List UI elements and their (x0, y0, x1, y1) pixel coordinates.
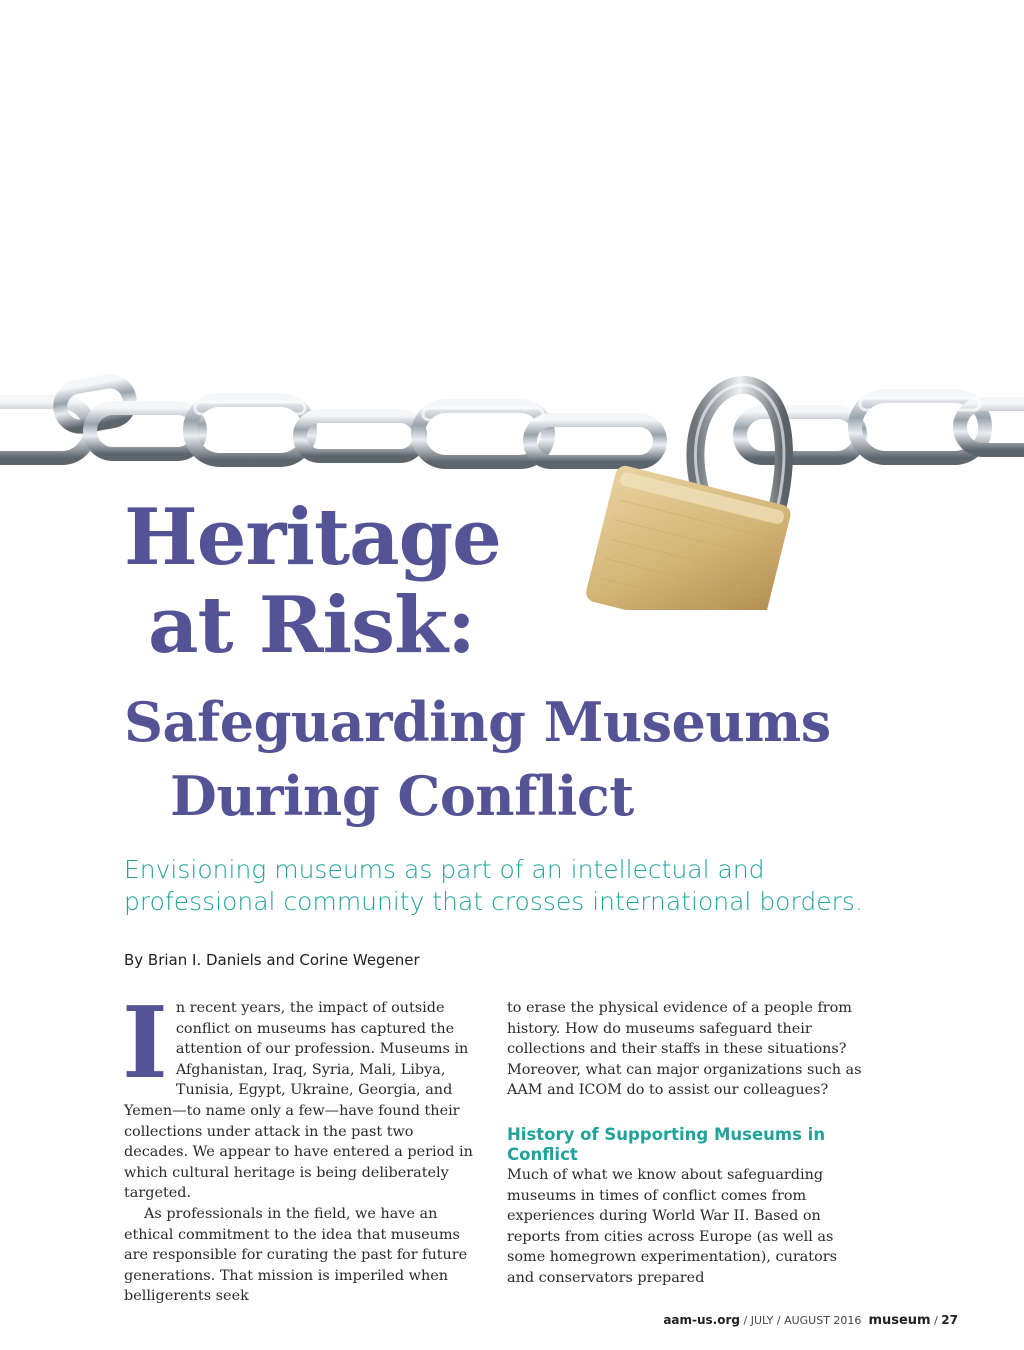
title-line-4: During Conflict (170, 764, 634, 828)
title-line-3: Safeguarding Museums (124, 690, 831, 754)
page-number: 27 (941, 1313, 958, 1327)
footer-site: aam-us.org (663, 1313, 740, 1327)
subtitle: Envisioning museums as part of an intellectual and professional community that crosses international borders. (124, 855, 863, 916)
paragraph-3: to erase the physical evidence of a people from history. How do museums safeguard their collections and their staffs in these situations? Moreover, what can major organizations such as AAM and ICOM do to assist our colleagues? (507, 1000, 862, 1099)
title-line-1: Heritage (124, 492, 501, 583)
drop-cap: I (122, 986, 168, 1101)
footer-separator-2: / (930, 1314, 942, 1327)
article-column-left (122, 986, 480, 1307)
article-column-right (507, 998, 863, 1289)
paragraph-2: As professionals in the field, we have an ethical commitment to the idea that museums are responsible for curating the past for future generations. That mission is imperiled when belligerents seek (124, 1205, 468, 1305)
footer-issue: JULY / AUGUST 2016 (750, 1314, 862, 1327)
title-line-2: at Risk: (148, 580, 475, 671)
page-footer (663, 1313, 958, 1328)
footer-magazine: museum (868, 1313, 931, 1328)
paragraph-4: Much of what we know about safeguarding museums in times of conflict comes from experiences during World War II. Based on reports from cities across Europe (as well as some homegrown experimentation), curators and conservators prepared (507, 1166, 838, 1286)
paragraph-1 (122, 986, 480, 1204)
paragraph-1-text: n recent years, the impact of outside conflict on museums has captured the attention of our profession. Museums in Afghanistan, Iraq, Syria, Mali, Libya, Tunisia, Egypt, Ukraine, Georgia, and Yemen—to name only a few—have found their collections under attack in the past two decades. We appear to have entered a period in which cultural heritage is being deliberately targeted. (124, 1000, 473, 1202)
section-heading: History of Supporting Museums in Conflict (507, 1124, 826, 1164)
footer-separator-1: / (740, 1314, 751, 1327)
byline: By Brian I. Daniels and Corine Wegener (124, 951, 420, 969)
